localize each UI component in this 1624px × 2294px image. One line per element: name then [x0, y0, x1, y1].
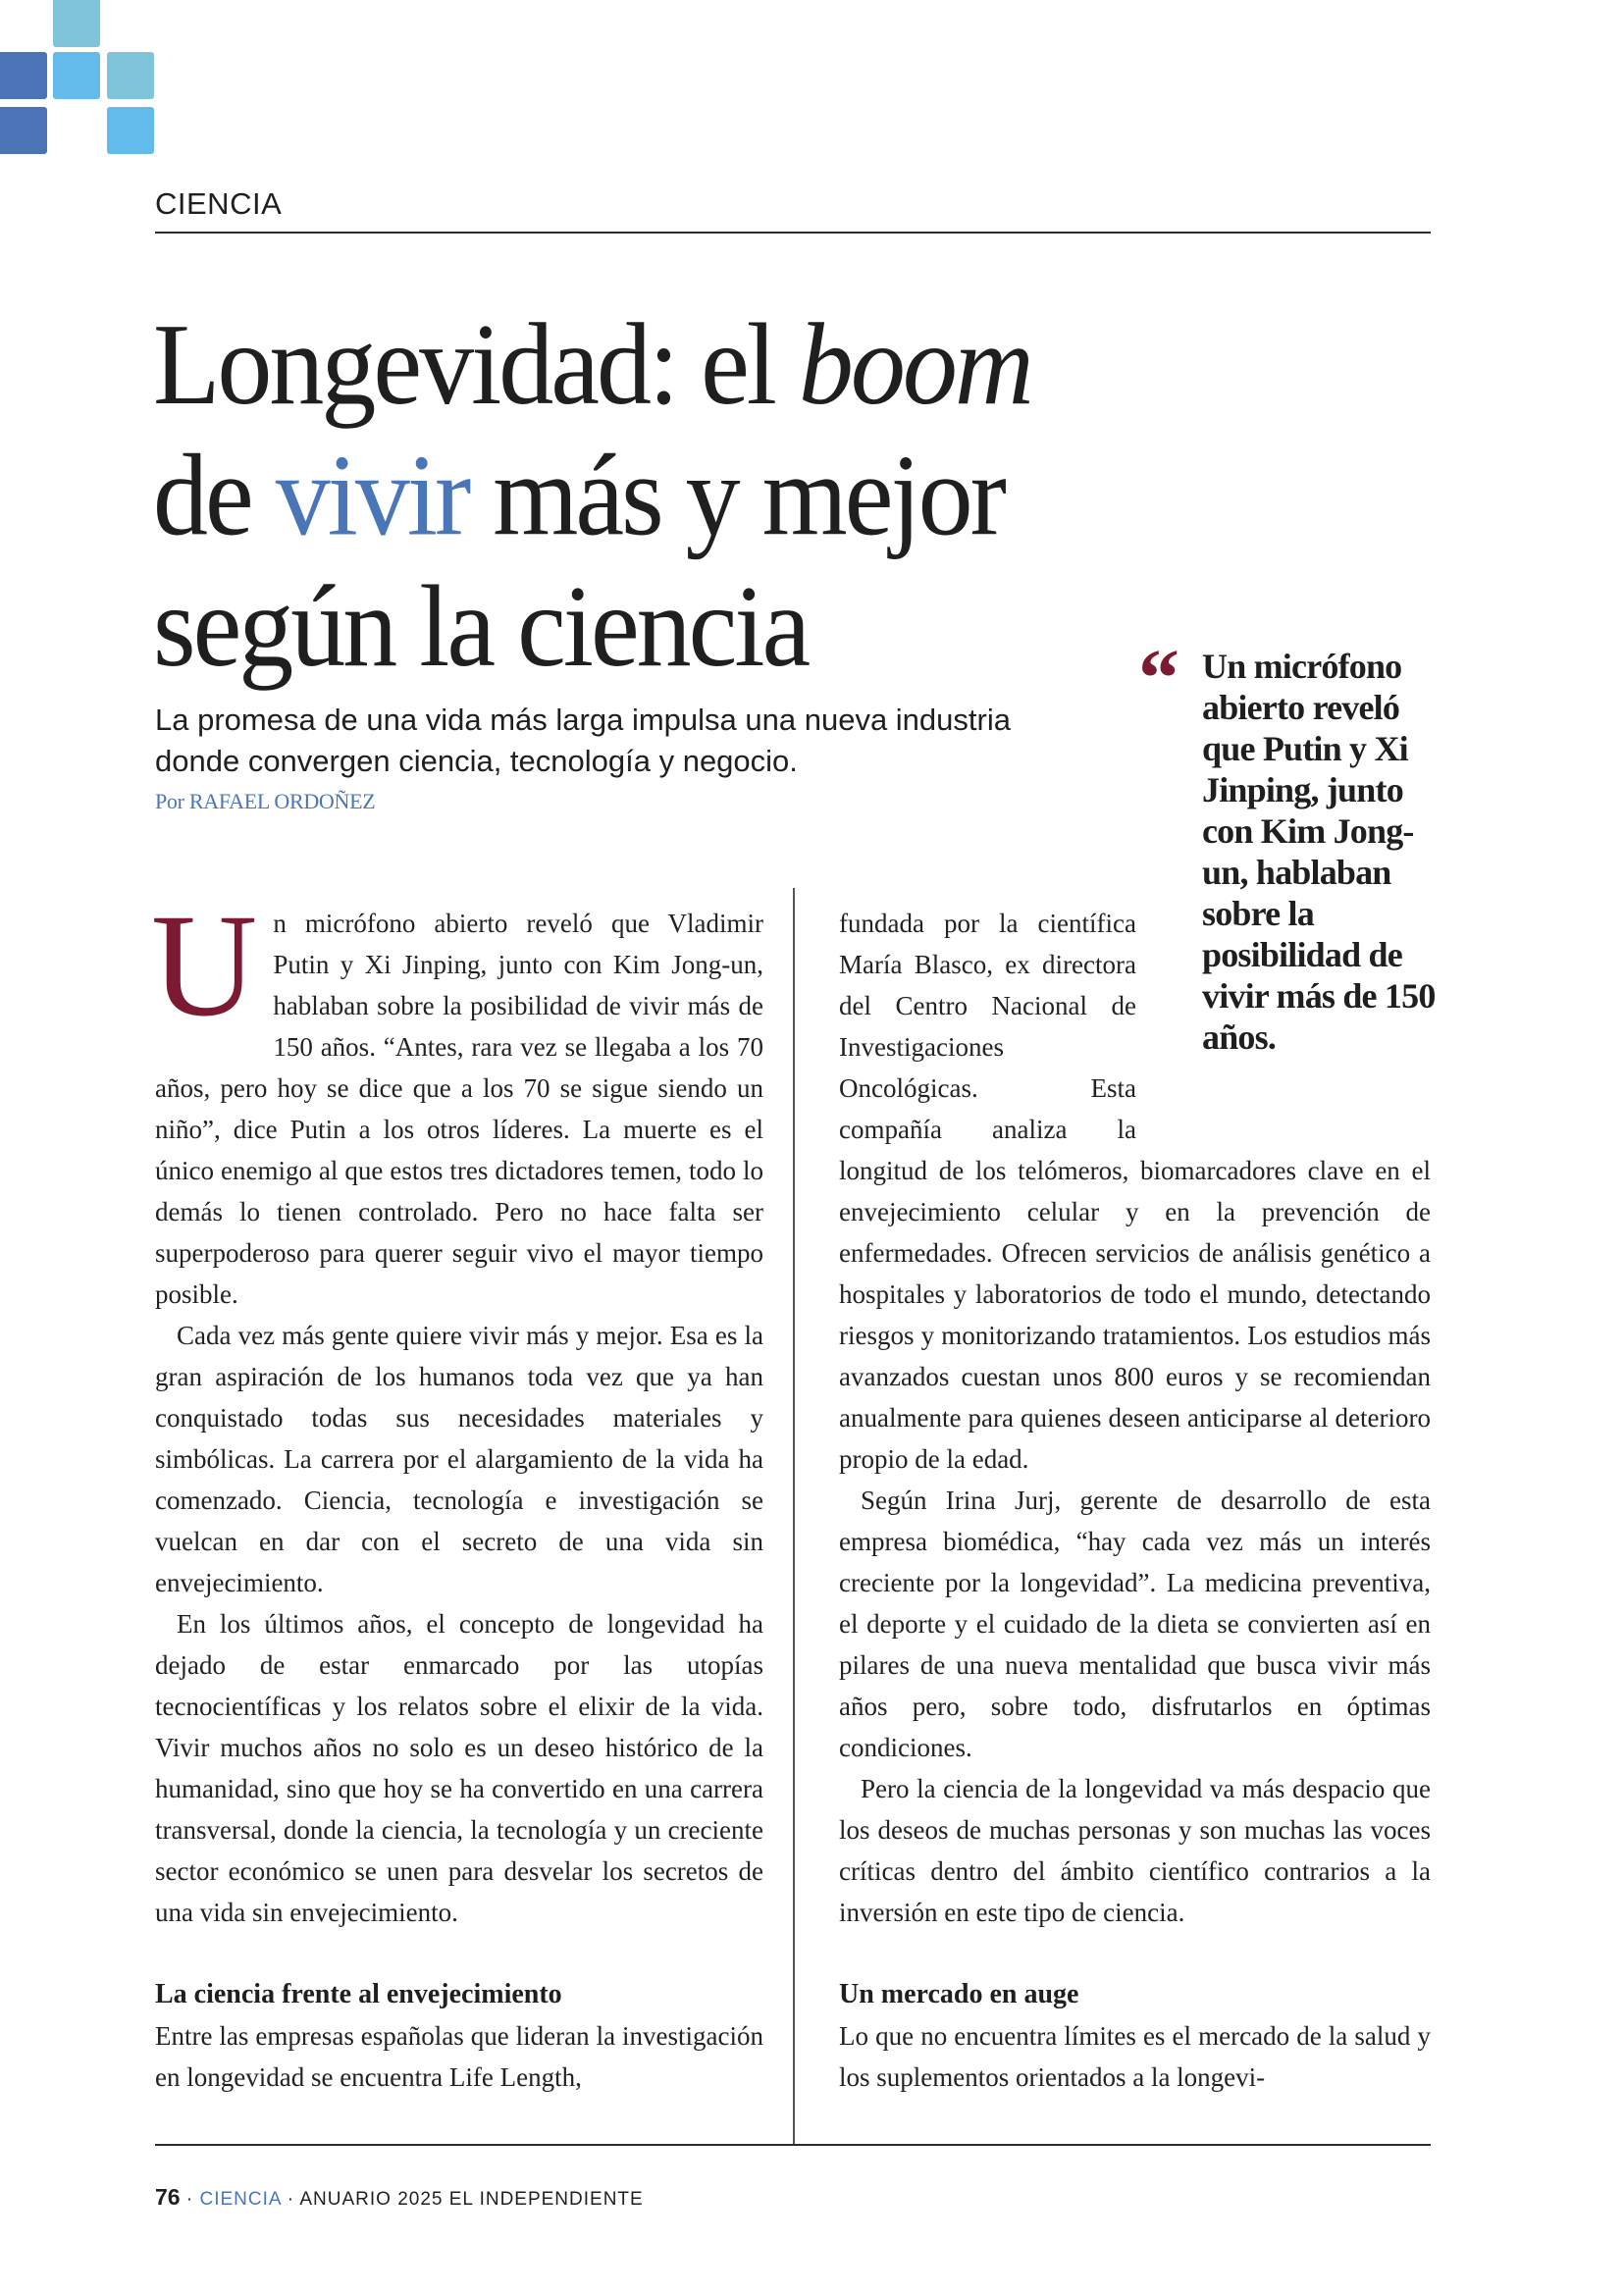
article-subtitle: La promesa de una vida más larga impulsa una nueva industria donde convergen ciencia, tecnología y negocio. [155, 703, 1011, 778]
logo-square [0, 52, 47, 99]
column-divider [793, 888, 795, 2145]
section-label: CIENCIA [155, 186, 283, 221]
header-rule [155, 232, 1431, 234]
paragraph: Según Irina Jurj, gerente de desarrollo de esta empresa biomédica, “hay cada vez más un interés creciente por la longevidad”. La medicina preventiva, el deporte y el cuidado de la dieta se convierten así en pilares de una nueva mentalidad que busca vivir más años pero, sobre todo, disfrutarlos en óptimas condiciones. [839, 1486, 1431, 1762]
pull-quote-space [1136, 903, 1431, 1150]
title-emphasis: boom [798, 300, 1031, 430]
article-title [153, 299, 1134, 693]
separator: · [281, 2189, 300, 2210]
paragraph: Lo que no encuentra límites es el mercado de la salud y los suplementos orientados a la longevi- [839, 2021, 1431, 2092]
right-column [839, 903, 1431, 2098]
logo-square [107, 52, 154, 99]
byline: Por RAFAEL ORDOÑEZ [155, 789, 376, 813]
title-accent-word: vivir [275, 431, 469, 561]
spacer [155, 1933, 763, 1974]
title-line-3: según la ciencia [153, 562, 809, 692]
separator: · [180, 2189, 200, 2210]
logo-square [0, 107, 47, 154]
title-text: Longevidad: el [153, 300, 799, 430]
paragraph: Entre las empresas españolas que lideran la investigación en longevidad se encuentra Life Length, [155, 2021, 763, 2092]
publication-name: ANUARIO 2025 EL INDEPENDIENTE [299, 2189, 644, 2210]
section-logo [0, 0, 157, 157]
logo-square [53, 0, 100, 47]
logo-square [107, 107, 154, 154]
footer-section: CIENCIA [199, 2189, 282, 2210]
page-number: 76 [155, 2184, 181, 2210]
paragraph: fundada por la científica María Blasco, ex directora del Centro Nacional de Investigaciones Oncológicas. Esta compañía analiza la longitud de los telómeros, biomarcadores clave en el envejecimiento celular y en la prevención de enfermedades. Ofrecen servicios de análisis genético a hospitales y laboratorios de todo el mundo, detectando riesgos y monitorizando tratamientos. Los estudios más avanzados cuestan unos 800 euros y se recomiendan anualmente para quienes deseen anticiparse al deterioro propio de la edad. [839, 909, 1431, 1474]
section-heading: Un mercado en auge [839, 1979, 1079, 2009]
left-column [151, 884, 763, 2098]
paragraph: En los últimos años, el concepto de longevidad ha dejado de estar enmarcado por las utopías tecnocientíficas y los relatos sobre el elixir de la vida. Vivir muchos años no solo es un deseo histórico de la humanidad, sino que hoy se ha convertido en una carrera transversal, donde la ciencia, la tecnología y un creciente sector económico se unen para desvelar los secretos de una vida sin envejecimiento. [155, 1609, 763, 1927]
pull-quote-text: Un micrófono abierto reveló que Putin y Xi Jinping, junto con Kim Jong-un, hablaban sobre la posibilidad de vivir más de 150 años. [1202, 647, 1436, 1057]
title-line-2 [153, 432, 1004, 560]
paragraph-text: n micrófono abierto reveló que Vladimir Putin y Xi Jinping, junto con Kim Jong-un, hablaban sobre la posibilidad de vivir más de 150 años. “Antes, rara vez se llegaba a los 70 años, pero hoy se dice que a los 70 se sigue siendo un niño”, dice Putin a los otros líderes. La muerte es el único enemigo al que estos tres dictadores temen, todo lo demás lo tienen controlado. Pero no hace falta ser superpoderoso para querer seguir vivo el mayor tiempo posible. [155, 909, 763, 1309]
title-text: de [153, 431, 276, 561]
section-heading: La ciencia frente al envejecimiento [155, 1979, 562, 2009]
paragraph: Pero la ciencia de la longevidad va más despacio que los deseos de muchas personas y son muchas las voces críticas dentro del ámbito científico contrarios a la inversión en este tipo de ciencia. [839, 1774, 1431, 1927]
logo-square [53, 52, 100, 99]
title-line-1 [153, 300, 1031, 429]
spacer [839, 1933, 1431, 1974]
quote-open-icon: “ [1138, 633, 1179, 724]
paragraph: Cada vez más gente quiere vivir más y mejor. Esa es la gran aspiración de los humanos toda vez que ya han conquistado todas sus necesidades materiales y simbólicas. La carrera por el alargamiento de la vida ha comenzado. Ciencia, tecnología e investigación se vuelcan en dar con el secreto de una vida sin envejecimiento. [155, 1321, 763, 1597]
title-text: más y mejor [468, 431, 1004, 561]
page-footer [155, 2184, 644, 2211]
paragraph [151, 884, 763, 1315]
drop-cap: U [151, 884, 258, 1047]
footer-rule [155, 2144, 1431, 2146]
